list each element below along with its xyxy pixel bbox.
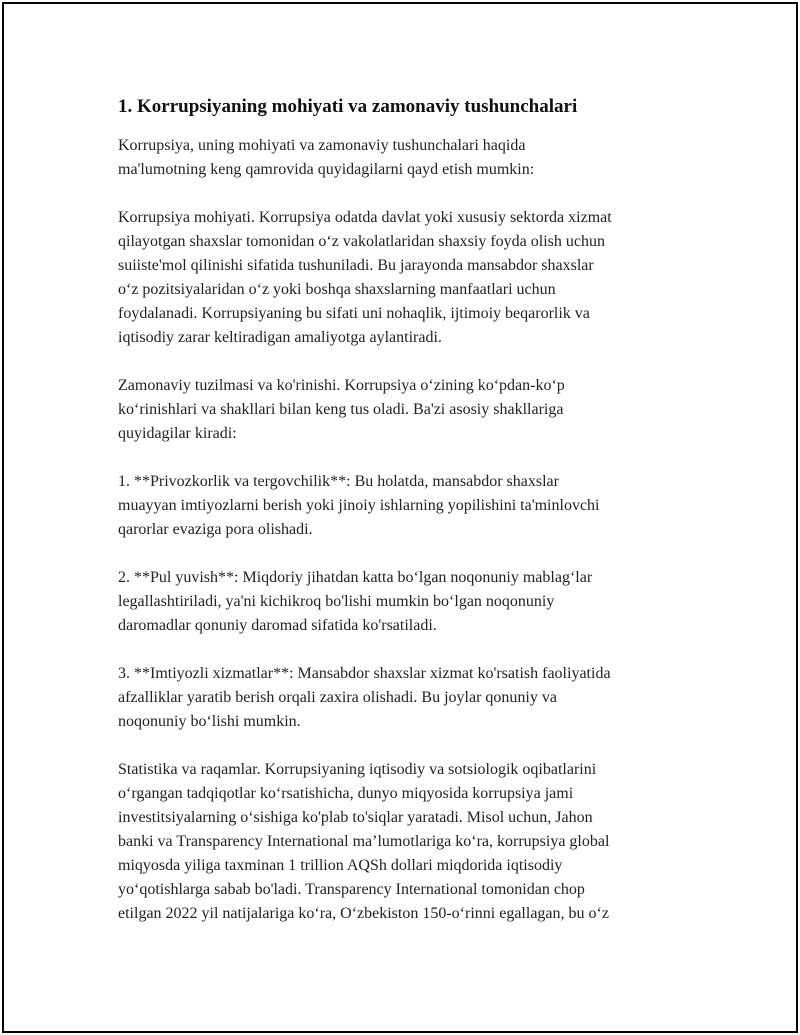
modern-forms-paragraph [118,374,703,446]
text-line: Korrupsiya, uning mohiyati va zamonaviy tushunchalari haqida [118,137,526,154]
text-line: muayyan imtiyozlarni berish yoki jinoiy ishlarning yopilishini ta'minlovchi [118,497,600,514]
text-line: 3. **Imtiyozli xizmatlar**: Mansabdor shaxslar xizmat ko'rsatish faoliyatida [118,665,611,682]
text-line: Zamonaviy tuzilmasi va ko'rinishi. Korrupsiya o‘zining ko‘pdan-ko‘p [118,377,565,394]
document-body [118,94,703,950]
text-line: ma'lumotning keng qamrovida quyidagilarni qayd etish mumkin: [118,161,535,178]
text-line: investitsiyalarning o‘sishiga ko'plab to'siqlar yaratadi. Misol uchun, Jahon [118,809,593,826]
intro-paragraph [118,134,703,182]
text-line: qarorlar evaziga pora olishadi. [118,521,313,538]
text-line: etilgan 2022 yil natijalariga ko‘ra, O‘zbekiston 150-o‘rinni egallagan, bu o‘z [118,905,609,922]
essence-paragraph [118,206,703,350]
text-line: iqtisodiy zarar keltiradigan amaliyotga aylantiradi. [118,329,442,346]
text-line: ko‘rinishlari va shakllari bilan keng tus oladi. Ba'zi asosiy shakllariga [118,401,564,418]
statistics-paragraph [118,758,703,926]
text-line: noqonuniy bo‘lishi mumkin. [118,713,301,730]
text-line: suiiste'mol qilinishi sifatida tushuniladi. Bu jarayonda mansabdor shaxslar [118,257,594,274]
list-item-3 [118,662,703,734]
list-item-2 [118,566,703,638]
text-line: yo‘qotishlarga sabab bo'ladi. Transparency International tomonidan chop [118,881,585,898]
text-line: 2. **Pul yuvish**: Miqdoriy jihatdan katta bo‘lgan noqonuniy mablag‘lar [118,569,593,586]
text-line: quyidagilar kiradi: [118,425,237,442]
text-line: banki va Transparency International ma’lumotlariga ko‘ra, korrupsiya global [118,833,610,850]
document-title: 1. Korrupsiyaning mohiyati va zamonaviy tushunchalari [118,96,578,117]
text-line: 1. **Privozkorlik va tergovchilik**: Bu holatda, mansabdor shaxslar [118,473,559,490]
text-line: legallashtiriladi, ya'ni kichikroq bo'lishi mumkin bo‘lgan noqonuniy [118,593,555,610]
text-line: daromadlar qonuniy daromad sifatida ko'rsatiladi. [118,617,437,634]
text-line: o‘z pozitsiyalaridan o‘z yoki boshqa shaxslarning manfaatlari uchun [118,281,556,298]
text-line: Statistika va raqamlar. Korrupsiyaning iqtisodiy va sotsiologik oqibatlarini [118,761,597,778]
text-line: miqyosda yiliga taxminan 1 trillion AQSh dollari miqdorida iqtisodiy [118,857,563,874]
text-line: o‘rgangan tadqiqotlar ko‘rsatishicha, dunyo miqyosida korrupsiya jami [118,785,574,802]
text-line: foydalanadi. Korrupsiyaning bu sifati uni nohaqlik, ijtimoiy beqarorlik va [118,305,590,322]
text-line: qilayotgan shaxslar tomonidan o‘z vakolatlaridan shaxsiy foyda olish uchun [118,233,605,250]
list-item-1 [118,470,703,542]
text-line: afzalliklar yaratib berish orqali zaxira olishadi. Bu joylar qonuniy va [118,689,557,706]
text-line: Korrupsiya mohiyati. Korrupsiya odatda davlat yoki xususiy sektorda xizmat [118,209,612,226]
